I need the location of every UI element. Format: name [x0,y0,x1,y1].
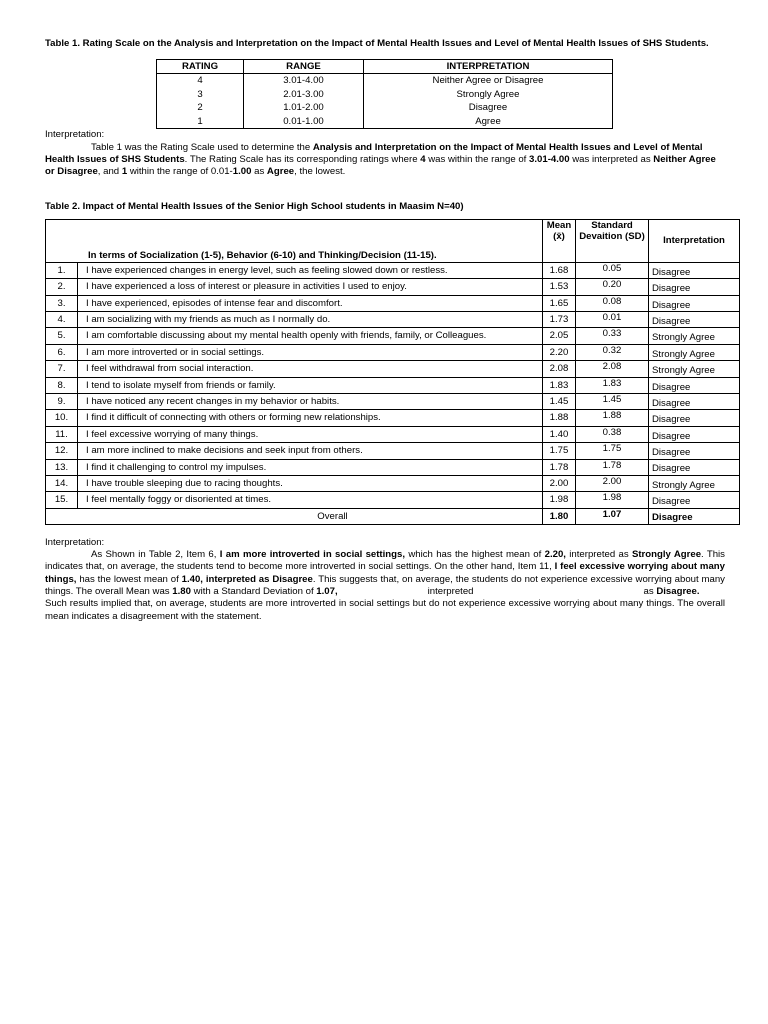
table-row [157,115,613,129]
row-interpretation: Disagree [649,377,740,393]
row-sd: 1.75 [576,443,649,459]
row-mean: 2.05 [543,328,576,344]
row-mean: 2.08 [543,361,576,377]
row-sd: 2.08 [576,361,649,377]
table-row [46,492,740,508]
document-page [45,38,725,623]
row-interpretation: Disagree [649,459,740,475]
row-statement: I feel withdrawal from social interaction. [78,361,543,377]
row-statement: I have noticed any recent changes in my behavior or habits. [78,394,543,410]
row-number: 1. [46,262,78,278]
row-statement: I have experienced a loss of interest or pleasure in activities I used to enjoy. [78,279,543,295]
table-row [157,88,613,102]
row-mean: 2.00 [543,475,576,491]
table-row [46,312,740,328]
row-interpretation: Strongly Agree [649,361,740,377]
row-number: 3. [46,295,78,311]
row-mean: 1.98 [543,492,576,508]
table-row [46,410,740,426]
table-row [46,262,740,278]
row-statement: I am more inclined to make decisions and seek input from others. [78,443,543,459]
header-statement: In terms of Socialization (1-5), Behavior (6-10) and Thinking/Decision (11-15). [46,219,543,262]
row-number: 14. [46,475,78,491]
row-mean: 1.88 [543,410,576,426]
table1-title: Table 1. Rating Scale on the Analysis and Interpretation on the Impact of Mental Health Issues and Level of Mental Health Issues of SHS Students. [45,38,709,49]
table2-interpretation: As Shown in Table 2, Item 6, I am more introverted in social settings, which has the highest mean of 2.20, interpreted as Strongly Agree. This indicates that, on average, the students tend to become more introverted in social settings. On the other hand, Item 11, I feel excessive worrying about many things, has the lowest mean of 1.40, interpreted as Disagree. This suggests that, on average, the students do not experience excessive worrying about many things. The overall Mean was 1.80 with a Standard Deviation of 1.07, interpreted as Disagree. [45,549,725,597]
row-interpretation: Disagree [649,443,740,459]
table-row [46,459,740,475]
row-statement: I am comfortable discussing about my mental health openly with friends, family, or Colleagues. [78,328,543,344]
table-header-row [46,219,740,262]
row-sd: 1.98 [576,492,649,508]
cell-rating: 1 [157,115,244,129]
table-row [46,361,740,377]
row-number: 10. [46,410,78,426]
row-statement: I find it difficult of connecting with others or forming new relationships. [78,410,543,426]
table-row [46,328,740,344]
row-statement: I have experienced changes in energy level, such as feeling slowed down or restless. [78,262,543,278]
row-sd: 0.01 [576,312,649,328]
overall-sd: 1.07 [576,508,649,524]
table-row [46,279,740,295]
header-mean: Mean (x̄) [543,219,576,262]
row-mean: 1.65 [543,295,576,311]
row-statement: I have experienced, episodes of intense fear and discomfort. [78,295,543,311]
row-interpretation: Disagree [649,426,740,442]
header-rating: RATING [157,60,244,74]
row-interpretation: Disagree [649,492,740,508]
row-sd: 0.33 [576,328,649,344]
row-sd: 1.78 [576,459,649,475]
header-range: RANGE [244,60,364,74]
cell-range: 1.01-2.00 [244,101,364,115]
row-statement: I am socializing with my friends as much as I normally do. [78,312,543,328]
row-mean: 1.68 [543,262,576,278]
cell-range: 3.01-4.00 [244,74,364,88]
cell-interpretation: Neither Agree or Disagree [364,74,613,88]
row-interpretation: Disagree [649,410,740,426]
row-number: 6. [46,344,78,360]
table-row [46,344,740,360]
row-number: 4. [46,312,78,328]
row-statement: I feel mentally foggy or disoriented at times. [78,492,543,508]
cell-interpretation: Strongly Agree [364,88,613,102]
header-interpretation: Interpretation [649,219,740,262]
row-interpretation: Disagree [649,279,740,295]
overall-mean: 1.80 [543,508,576,524]
cell-rating: 4 [157,74,244,88]
row-sd: 0.32 [576,344,649,360]
interpretation-label: Interpretation: [45,129,105,141]
header-sd: Standard Devaition (SD) [576,219,649,262]
row-number: 11. [46,426,78,442]
row-statement: I have trouble sleeping due to racing thoughts. [78,475,543,491]
cell-interpretation: Disagree [364,101,613,115]
row-number: 15. [46,492,78,508]
row-statement: I am more introverted or in social settings. [78,344,543,360]
table-header-row [157,60,613,74]
cell-interpretation: Agree [364,115,613,129]
table-row [46,377,740,393]
row-number: 8. [46,377,78,393]
row-interpretation: Disagree [649,262,740,278]
row-mean: 1.40 [543,426,576,442]
row-interpretation: Disagree [649,312,740,328]
table-row [157,101,613,115]
row-sd: 0.05 [576,262,649,278]
row-interpretation: Strongly Agree [649,328,740,344]
row-sd: 1.83 [576,377,649,393]
row-interpretation: Strongly Agree [649,475,740,491]
rating-scale-table [156,59,613,129]
row-statement: I find it challenging to control my impulses. [78,459,543,475]
row-number: 2. [46,279,78,295]
row-mean: 2.20 [543,344,576,360]
cell-rating: 2 [157,101,244,115]
table-row [157,74,613,88]
table2-title: Table 2. Impact of Mental Health Issues of the Senior High School students in Maasim N=40) [45,200,464,212]
row-mean: 1.53 [543,279,576,295]
row-number: 7. [46,361,78,377]
overall-interpretation: Disagree [649,508,740,524]
row-interpretation: Strongly Agree [649,344,740,360]
cell-range: 2.01-3.00 [244,88,364,102]
row-number: 13. [46,459,78,475]
conclusion-paragraph: Such results implied that, on average, students are more introverted in social settings but do not experience excessive worrying about many things. The overall mean indicates a disagreement with the statement. [45,598,725,622]
row-sd: 1.88 [576,410,649,426]
row-interpretation: Disagree [649,394,740,410]
row-number: 5. [46,328,78,344]
header-interpretation: INTERPRETATION [364,60,613,74]
row-sd: 1.45 [576,394,649,410]
impact-table [45,219,740,525]
row-mean: 1.45 [543,394,576,410]
row-mean: 1.75 [543,443,576,459]
row-sd: 0.20 [576,279,649,295]
row-number: 12. [46,443,78,459]
row-mean: 1.78 [543,459,576,475]
row-interpretation: Disagree [649,295,740,311]
table1-interpretation: Table 1 was the Rating Scale used to determine the Analysis and Interpretation on the Impact of Mental Health Issues and Level of Mental Health Issues of SHS Students. The Rating Scale has its corresponding ratings where 4 was within the range of 3.01-4.00 was interpreted as Neither Agree or Disagree, and 1 within the range of 0.01-1.00 as Agree, the lowest. [45,141,716,178]
cell-range: 0.01-1.00 [244,115,364,129]
table2-body [46,262,740,508]
row-statement: I tend to isolate myself from friends or family. [78,377,543,393]
interpretation-label: Interpretation: [45,536,105,548]
row-mean: 1.83 [543,377,576,393]
row-statement: I feel excessive worrying of many things. [78,426,543,442]
row-number: 9. [46,394,78,410]
table-row [46,443,740,459]
row-mean: 1.73 [543,312,576,328]
table-row [46,426,740,442]
table-row [46,295,740,311]
overall-row [46,508,740,524]
row-sd: 0.38 [576,426,649,442]
table-row [46,394,740,410]
table-row [46,475,740,491]
overall-label: Overall [46,508,543,524]
row-sd: 2.00 [576,475,649,491]
row-sd: 0.08 [576,295,649,311]
cell-rating: 3 [157,88,244,102]
